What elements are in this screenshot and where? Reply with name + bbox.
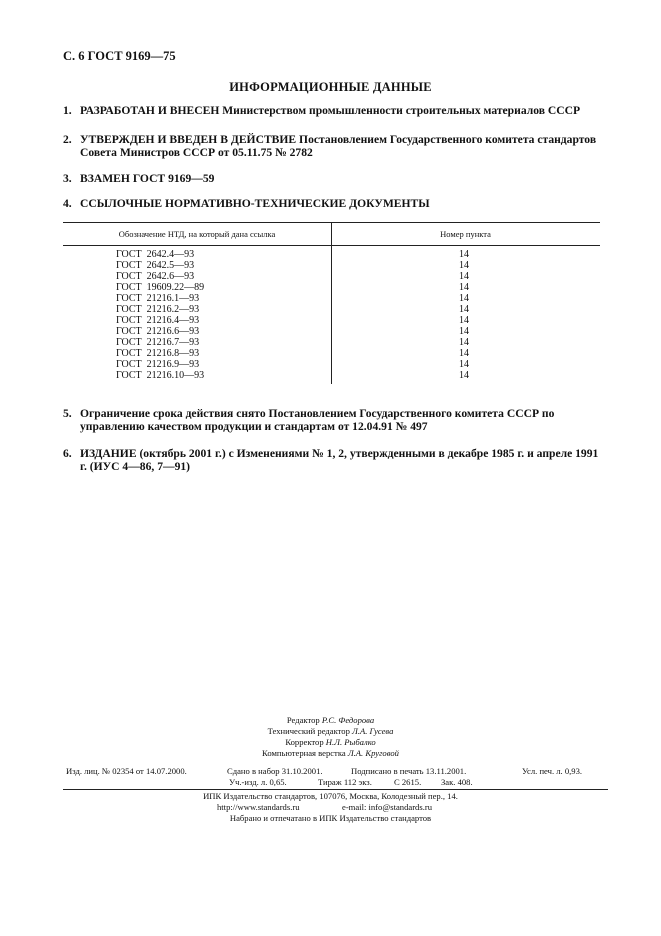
doc-cell: ГОСТ 21216.7—93 (116, 337, 200, 348)
doc-cell: ГОСТ 21216.4—93 (116, 315, 200, 326)
table-row (63, 315, 600, 326)
layout-name: Л.А. Круговой (347, 748, 399, 758)
table-row (63, 326, 600, 337)
item-number: 5. (63, 407, 72, 420)
item-number: 3. (63, 172, 72, 185)
order-number: Зак. 408. (441, 777, 473, 787)
editor-label: Редактор (286, 715, 320, 725)
item-number: 4. (63, 197, 72, 210)
item-number: 6. (63, 447, 72, 460)
license-number: Изд. лиц. № 02354 от 14.07.2000. (66, 766, 187, 776)
info-item-1 (63, 104, 608, 117)
table-row (63, 260, 600, 271)
info-item-2 (63, 133, 608, 159)
table-row (63, 370, 600, 381)
point-cell: 14 (459, 326, 469, 337)
info-item-6 (63, 447, 608, 473)
doc-cell: ГОСТ 2642.6—93 (116, 271, 195, 282)
table-body (63, 249, 600, 381)
table-row (63, 337, 600, 348)
item-text: ВЗАМЕН ГОСТ 9169—59 (80, 172, 215, 185)
item-number: 2. (63, 133, 72, 146)
tech-editor-name: Л.А. Гусева (352, 726, 394, 736)
column-header-point: Номер пункта (440, 229, 491, 239)
corrector-credit (0, 737, 661, 748)
doc-cell: ГОСТ 21216.1—93 (116, 293, 200, 304)
table-row (63, 304, 600, 315)
point-cell: 14 (459, 359, 469, 370)
info-item-4 (63, 197, 608, 210)
layout-credit (0, 748, 661, 759)
table-row (63, 348, 600, 359)
doc-cell: ГОСТ 2642.4—93 (116, 249, 195, 260)
layout-label: Компьютерная верстка (262, 748, 346, 758)
point-cell: 14 (459, 348, 469, 359)
print-sheets: Усл. печ. л. 0,93. (522, 766, 583, 776)
point-cell: 14 (459, 315, 469, 326)
section-title: ИНФОРМАЦИОННЫЕ ДАННЫЕ (229, 80, 432, 94)
code-number: С 2615. (394, 777, 422, 787)
point-cell: 14 (459, 271, 469, 282)
doc-cell: ГОСТ 2642.5—93 (116, 260, 195, 271)
doc-cell: ГОСТ 21216.2—93 (116, 304, 200, 315)
doc-cell: ГОСТ 21216.6—93 (116, 326, 200, 337)
table-row (63, 282, 600, 293)
doc-cell: ГОСТ 21216.9—93 (116, 359, 200, 370)
point-cell: 14 (459, 370, 469, 381)
references-table (63, 222, 600, 384)
publisher-address: ИПК Издательство стандартов, 107076, Москва, Колодезный пер., 14. (203, 791, 458, 801)
editor-name: Р.С. Федорова (321, 715, 375, 725)
publisher-sheets: Уч.-изд. л. 0,65. (229, 777, 287, 787)
corrector-name: Н.Л. Рыбалко (325, 737, 376, 747)
point-cell: 14 (459, 304, 469, 315)
point-cell: 14 (459, 337, 469, 348)
publisher-email: e-mail: info@standards.ru (342, 802, 433, 812)
item-text: РАЗРАБОТАН И ВНЕСЕН Министерством промышленности строительных материалов СССР (80, 104, 581, 117)
info-item-3 (63, 172, 608, 185)
sent-to-typesetting: Сдано в набор 31.10.2001. (227, 766, 323, 776)
corrector-label: Корректор (285, 737, 324, 747)
table-row (63, 293, 600, 304)
table-row (63, 359, 600, 370)
table-row (63, 249, 600, 260)
item-number: 1. (63, 104, 72, 117)
page-header: С. 6 ГОСТ 9169—75 (63, 49, 176, 63)
doc-cell: ГОСТ 21216.8—93 (116, 348, 200, 359)
point-cell: 14 (459, 249, 469, 260)
publisher-url: http://www.standards.ru (217, 802, 300, 812)
point-cell: 14 (459, 260, 469, 271)
point-cell: 14 (459, 293, 469, 304)
signed-for-print: Подписано в печать 13.11.2001. (351, 766, 467, 776)
tech-editor-credit (0, 726, 661, 737)
table-row (63, 271, 600, 282)
doc-cell: ГОСТ 21216.10—93 (116, 370, 205, 381)
tech-editor-label: Технический редактор (267, 726, 350, 736)
point-cell: 14 (459, 282, 469, 293)
imprint-divider (63, 789, 608, 790)
printed-by: Набрано и отпечатано в ИПК Издательство стандартов (229, 813, 432, 823)
item-text: ИЗДАНИЕ (октябрь 2001 г.) с Изменениями № 1, 2, утвержденными в декабре 1985 г. и апреле 1991 г. (ИУС 4—86, 7—91) (80, 447, 599, 473)
info-item-5 (63, 407, 608, 433)
editor-credit (0, 715, 661, 726)
print-run: Тираж 112 экз. (318, 777, 372, 787)
item-text: ССЫЛОЧНЫЕ НОРМАТИВНО-ТЕХНИЧЕСКИЕ ДОКУМЕНТЫ (80, 197, 430, 210)
item-text: УТВЕРЖДЕН И ВВЕДЕН В ДЕЙСТВИЕ Постановлением Государственного комитета стандартов Совета Министров СССР от 05.11.75 № 2782 (80, 133, 597, 159)
column-header-document: Обозначение НТД, на который дана ссылка (118, 229, 276, 239)
item-text: Ограничение срока действия снято Постановлением Государственного комитета СССР по управлению качеством продукции и стандартам от 12.04.91 № 497 (80, 407, 555, 433)
doc-cell: ГОСТ 19609.22—89 (116, 282, 205, 293)
